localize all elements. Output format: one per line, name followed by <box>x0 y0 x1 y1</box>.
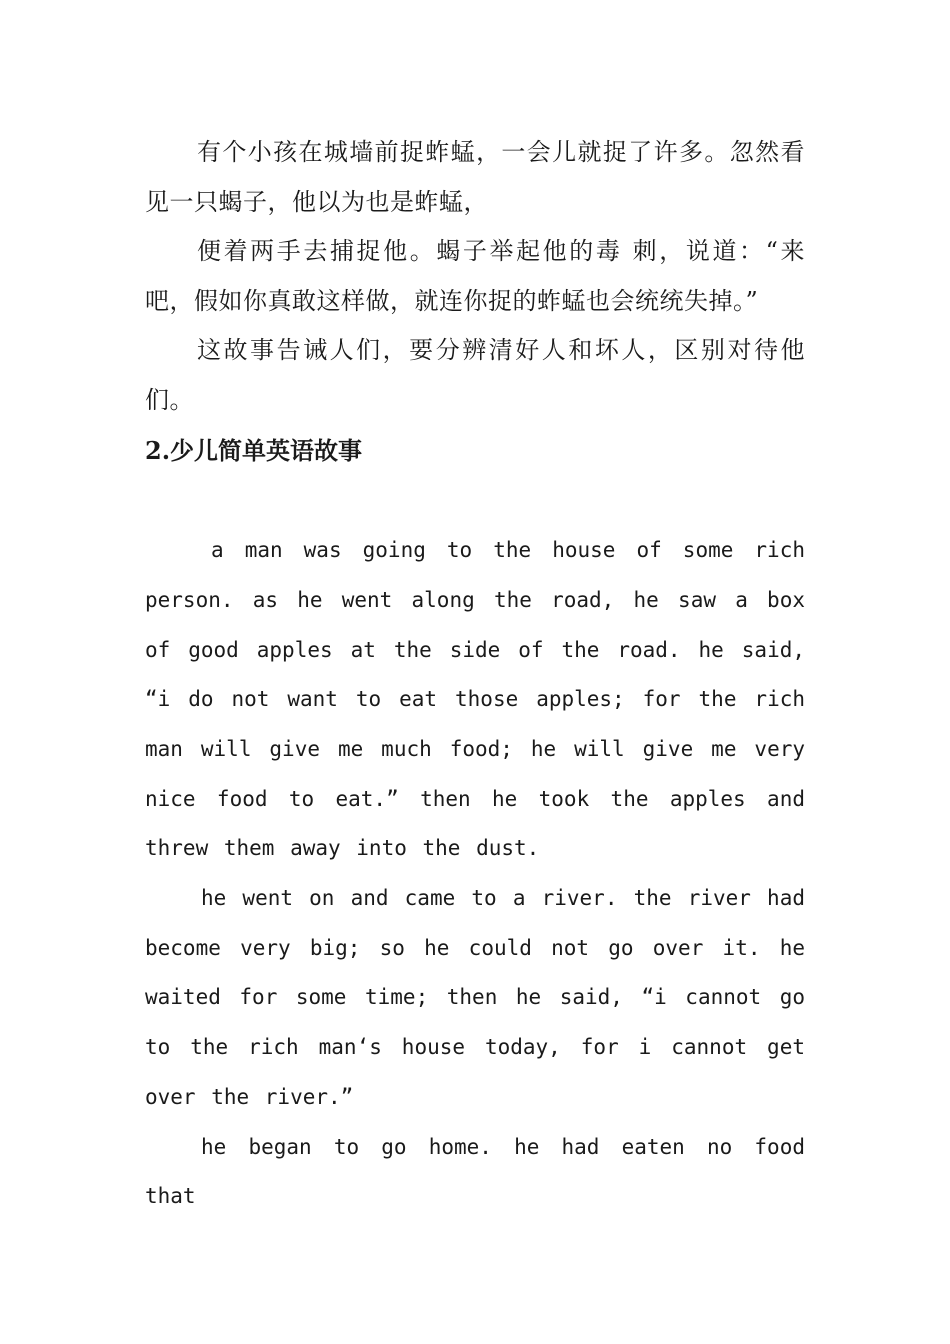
paragraph-en-3: he began to go home. he had eaten no food that <box>145 1134 805 1209</box>
document-page <box>145 128 805 1222</box>
section-heading: 2.少儿简单英语故事 <box>145 435 363 465</box>
paragraph-en-1: a man was going to the house of some rich person. as he went along the road, he saw a box of good apples at the side of the road. he said, “i do not want to eat those apples; for the rich man will give me much food; he will give me very nice food to eat.” then he took the apples and threw them away into the dust. <box>145 538 805 861</box>
paragraph-zh-1: 有个小孩在城墙前捉蚱蜢，一会儿就捉了许多。忽然看见一只蝎子，他以为也是蚱蜢， <box>145 138 805 216</box>
paragraph-en-2: he went on and came to a river. the river had become very big; so he could not go over it. he waited for some time; then he said, “i cannot go to the rich man‘s house today, for i cannot get over the river.” <box>145 886 805 1109</box>
paragraph-zh-2: 便着两手去捕捉他。蝎子举起他的毒 刺，说道：“来吧，假如你真敢这样做，就连你捉的蚱蜢也会统统失掉。” <box>145 237 805 315</box>
section-spacer <box>145 475 805 526</box>
paragraph-zh-3: 这故事告诫人们，要分辨清好人和坏人，区别对待他们。 <box>145 336 805 414</box>
